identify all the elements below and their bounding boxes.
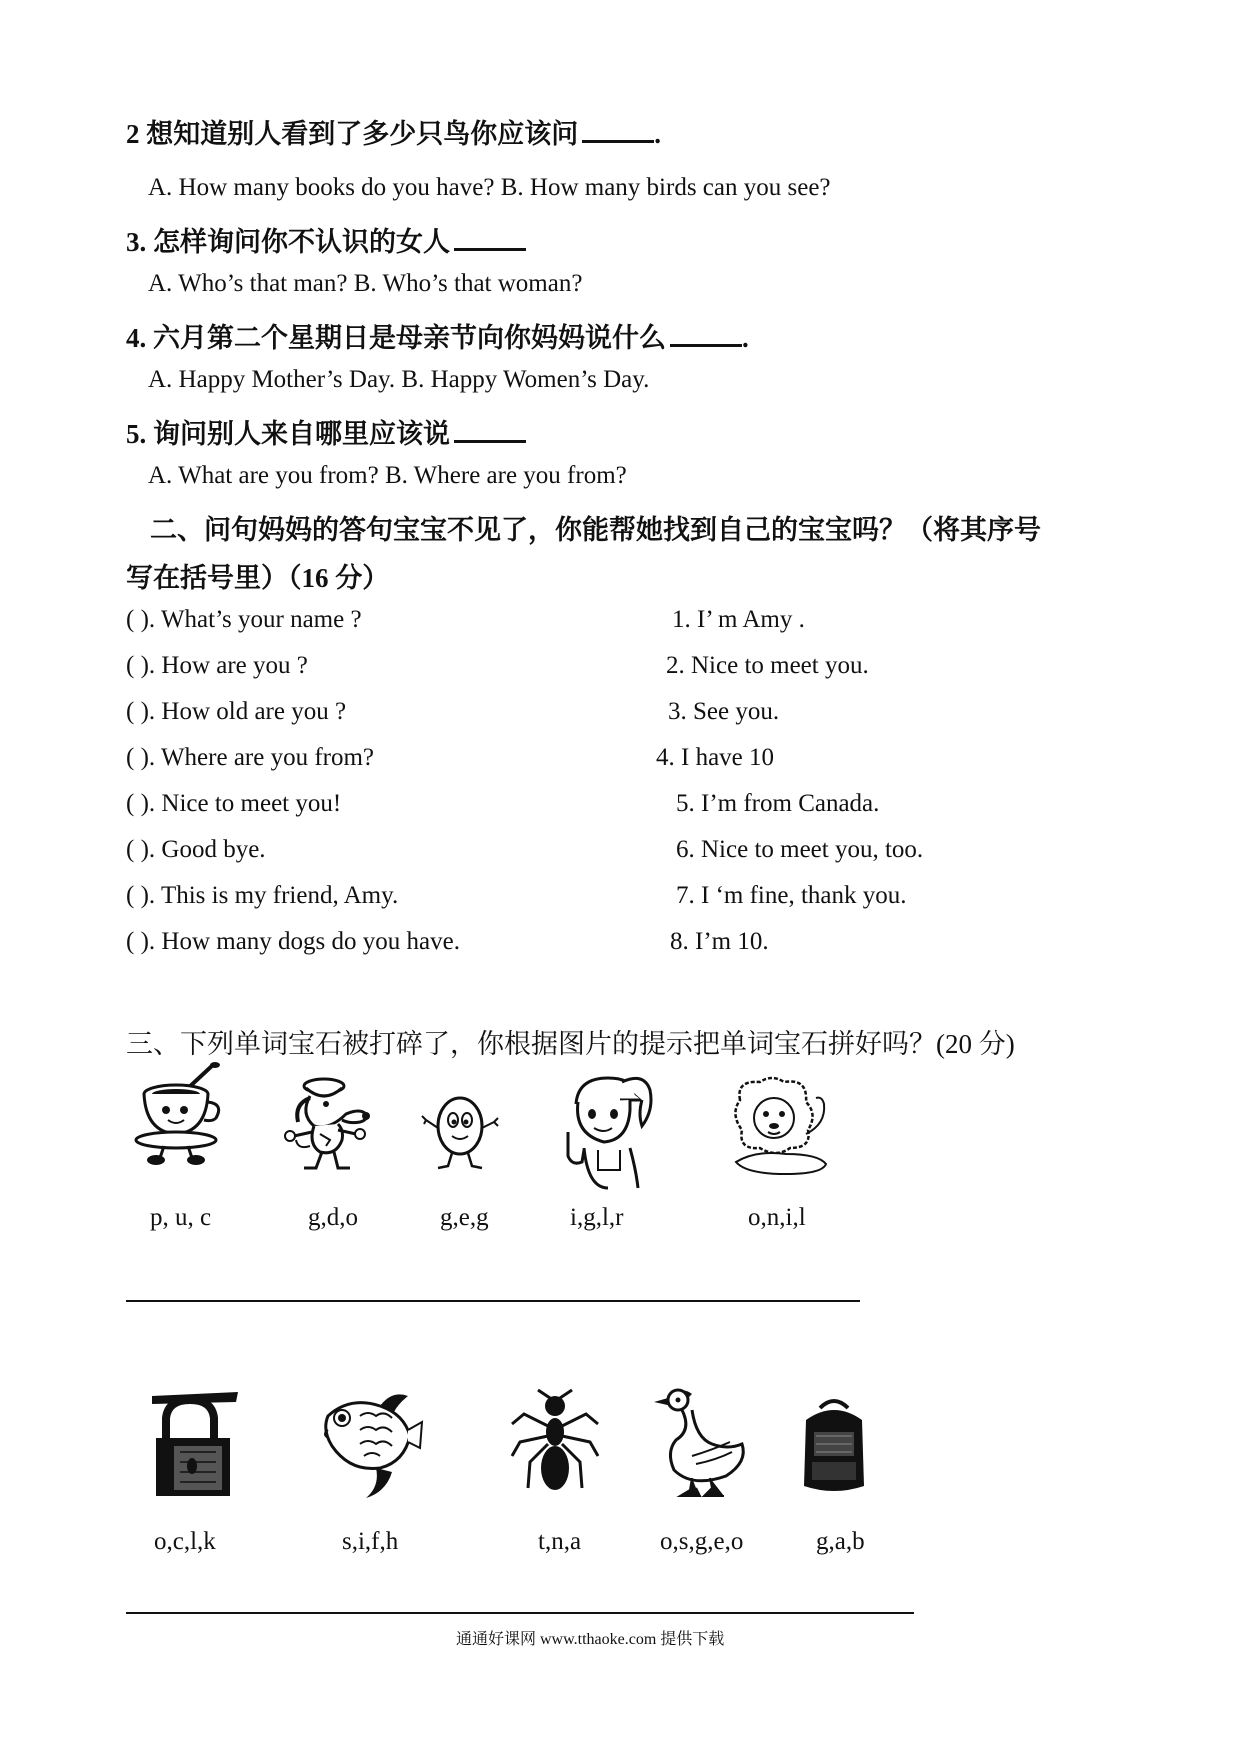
letters-girl: i,g,l,r [570, 1204, 624, 1231]
goose-icon [652, 1380, 752, 1500]
match-answer-7: 7. I ‘m fine, thank you. [676, 882, 907, 909]
answer-line-2[interactable] [126, 1612, 914, 1614]
letters-goose: o,s,g,e,o [660, 1528, 744, 1555]
question-5-options: A. What are you from? B. Where are you from? [148, 462, 627, 489]
letters-bag: g,a,b [816, 1528, 865, 1555]
match-question-4: ( ). Where are you from? [126, 744, 375, 771]
question-5 [126, 412, 526, 451]
question-2-options: A. How many books do you have? B. How many birds can you see? [148, 174, 831, 201]
lion-icon [726, 1074, 832, 1176]
letters-lock: o,c,l,k [154, 1528, 216, 1555]
answer-blank[interactable] [670, 322, 742, 347]
ant-icon [510, 1388, 600, 1498]
footer-text: 通通好课网 www.tthaoke.com 提供下载 [456, 1631, 725, 1648]
question-stem: 2 想知道别人看到了多少只鸟你应该问 [126, 119, 579, 149]
match-answer-1: 1. I’ m Amy . [672, 606, 805, 633]
question-2 [126, 112, 661, 151]
match-answer-2: 2. Nice to meet you. [666, 652, 869, 679]
match-question-5: ( ). Nice to meet you! [126, 790, 342, 817]
section-2-heading-line1: 二、问句妈妈的答句宝宝不见了，你能帮她找到自己的宝宝吗？（将其序号 [150, 515, 1041, 545]
answer-blank[interactable] [454, 418, 526, 443]
match-question-2: ( ). How are you ? [126, 652, 308, 679]
section-2-heading-line2: 写在括号里）（16 分） [126, 563, 390, 593]
question-4 [126, 316, 749, 355]
answer-blank[interactable] [454, 226, 526, 251]
match-question-6: ( ). Good bye. [126, 836, 266, 863]
egg-icon [420, 1090, 500, 1176]
question-stem: 3. 怎样询问你不认识的女人 [126, 227, 450, 257]
match-answer-3: 3. See you. [668, 698, 780, 725]
lock-icon [150, 1390, 240, 1502]
girl-icon [558, 1070, 658, 1190]
teacup-icon [134, 1060, 224, 1170]
match-question-8: ( ). How many dogs do you have. [126, 928, 460, 955]
letters-fish: s,i,f,h [342, 1528, 399, 1555]
question-4-options: A. Happy Mother’s Day. B. Happy Women’s Day. [148, 366, 650, 393]
question-tail: . [742, 323, 749, 353]
match-question-7: ( ). This is my friend, Amy. [126, 882, 399, 909]
match-answer-8: 8. I’m 10. [670, 928, 769, 955]
question-stem: 4. 六月第二个星期日是母亲节向你妈妈说什么 [126, 323, 666, 353]
fish-icon [320, 1386, 424, 1500]
letters-egg: g,e,g [440, 1204, 489, 1231]
letters-dog: g,d,o [308, 1204, 358, 1231]
answer-blank[interactable] [582, 118, 654, 143]
question-3 [126, 220, 526, 259]
match-question-3: ( ). How old are you ? [126, 698, 347, 725]
letters-cup: p, u, c [150, 1204, 212, 1231]
letters-ant: t,n,a [538, 1528, 582, 1555]
question-stem: 5. 询问别人来自哪里应该说 [126, 419, 450, 449]
match-answer-4: 4. I have 10 [656, 744, 775, 771]
answer-line-1[interactable] [126, 1300, 860, 1302]
dog-icon [280, 1074, 380, 1174]
match-answer-6: 6. Nice to meet you, too. [676, 836, 924, 863]
letters-lion: o,n,i,l [748, 1204, 806, 1231]
bag-icon [798, 1396, 870, 1496]
question-3-options: A. Who’s that man? B. Who’s that woman? [148, 270, 583, 297]
match-question-1: ( ). What’s your name ? [126, 606, 362, 633]
question-tail: . [654, 119, 661, 149]
section-3-heading: 三、下列单词宝石被打碎了，你根据图片的提示把单词宝石拼好吗？(20 分) [126, 1029, 1015, 1059]
match-answer-5: 5. I’m from Canada. [676, 790, 880, 817]
